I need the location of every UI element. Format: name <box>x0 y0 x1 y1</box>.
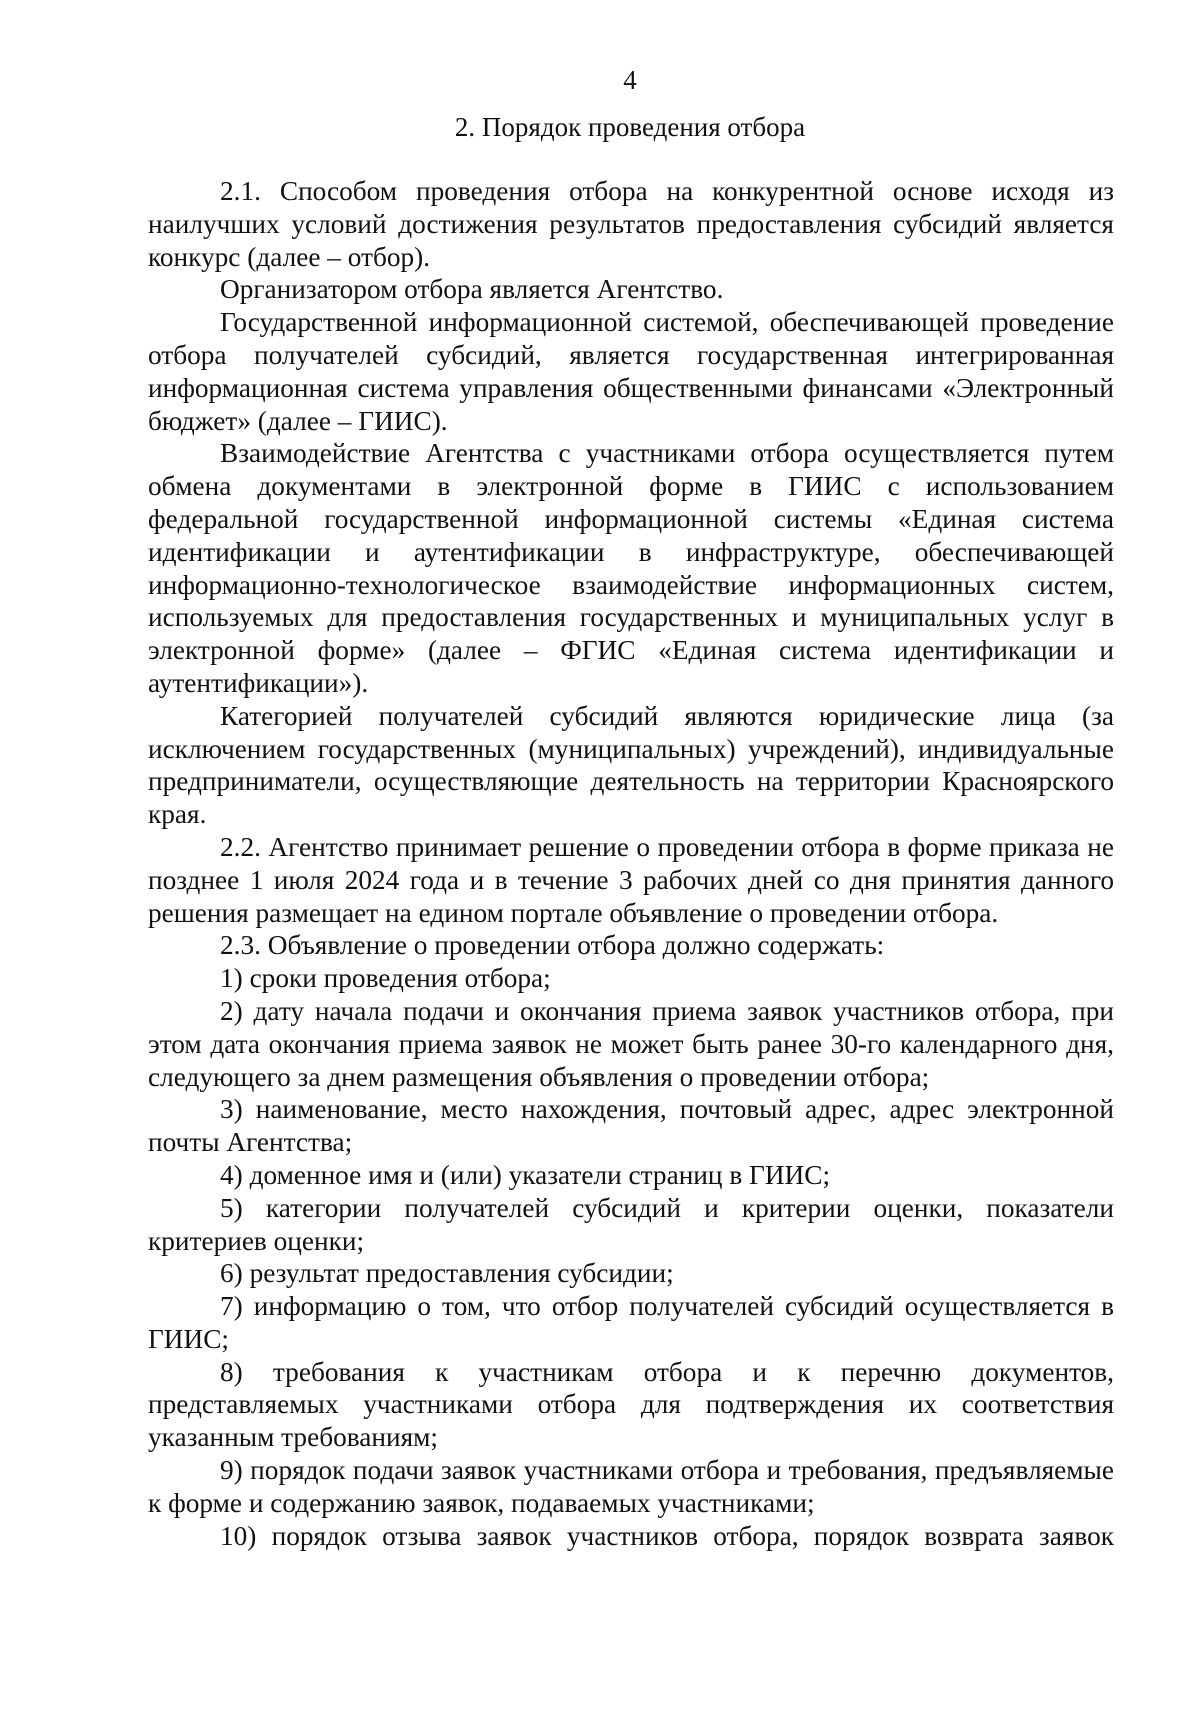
list-item-5: 5) категории получателей субсидий и критерии оценки, показатели критериев оценки; <box>148 1192 1114 1256</box>
paragraph-giis: Государственной информационной системой, обеспечивающей проведение отбора получателей субсидий, является государственная интегрированная информационная система управления общественными финансами «Электронный бюджет» (далее – ГИИС). <box>148 307 1114 436</box>
page-number: 4 <box>623 65 637 95</box>
list-item-6: 6) результат предоставления субсидии; <box>220 1258 674 1289</box>
paragraph-recipient-category: Категорией получателей субсидий являются юридические лица (за исключением государственных (муниципальных) учреждений), индивидуальные предприниматели, осуществляющие деятельность на территории Красноярского края. <box>148 700 1114 830</box>
paragraph-2-2: 2.2. Агентство принимает решение о проведении отбора в форме приказа не позднее 1 июля 2024 года и в течение 3 рабочих дней со дня принятия данного решения размещает на едином портале объявление о проведении отбора. <box>148 831 1114 928</box>
paragraph-2-3: 2.3. Объявление о проведении отбора должно содержать: <box>220 930 885 961</box>
list-item-9: 9) порядок подачи заявок участниками отбора и требования, предъявляемые к форме и содержанию заявок, подаваемых участниками; <box>148 1455 1114 1518</box>
list-item-1: 1) сроки проведения отбора; <box>220 963 551 994</box>
paragraph-interaction: Взаимодействие Агентства с участниками отбора осуществляется путем обмена документами в электронной форме в ГИИС с использованием федеральной государственной информационной системы «Единая система идентификации и аутентификации в инфраструктуре, обеспечивающей информационно-технологическое взаимодействие информационных систем, используемых для предоставления государственных и муниципальных услуг в электронной форме» (далее – ФГИС «Единая система идентификации и аутентификации»). <box>148 438 1114 698</box>
document-body <box>148 175 1114 1552</box>
paragraph-organizer: Организатором отбора является Агентство. <box>220 274 724 305</box>
list-item-10: 10) порядок отзыва заявок участников отбора, порядок возврата заявок <box>220 1520 1114 1551</box>
list-item-4: 4) доменное имя и (или) указатели страниц в ГИИС; <box>220 1159 831 1190</box>
section-title: 2. Порядок проведения отбора <box>454 112 806 142</box>
list-item-8: 8) требования к участникам отбора и к перечню документов, представляемых участниками отбора для подтверждения их соответствия указанным требованиям; <box>148 1356 1114 1453</box>
list-item-2: 2) дату начала подачи и окончания приема заявок участников отбора, при этом дата окончания приема заявок не может быть ранее 30-го календарного дня, следующего за днем размещения объявления о проведении отбора; <box>148 995 1114 1092</box>
list-item-7: 7) информацию о том, что отбор получателей субсидий осуществляется в ГИИС; <box>148 1291 1114 1354</box>
paragraph-2-1: 2.1. Способом проведения отбора на конкурентной основе исходя из наилучших условий достижения результатов предоставления субсидий является конкурс (далее – отбор). <box>148 176 1114 272</box>
list-item-3: 3) наименование, место нахождения, почтовый адрес, адрес электронной почты Агентства; <box>148 1094 1114 1158</box>
